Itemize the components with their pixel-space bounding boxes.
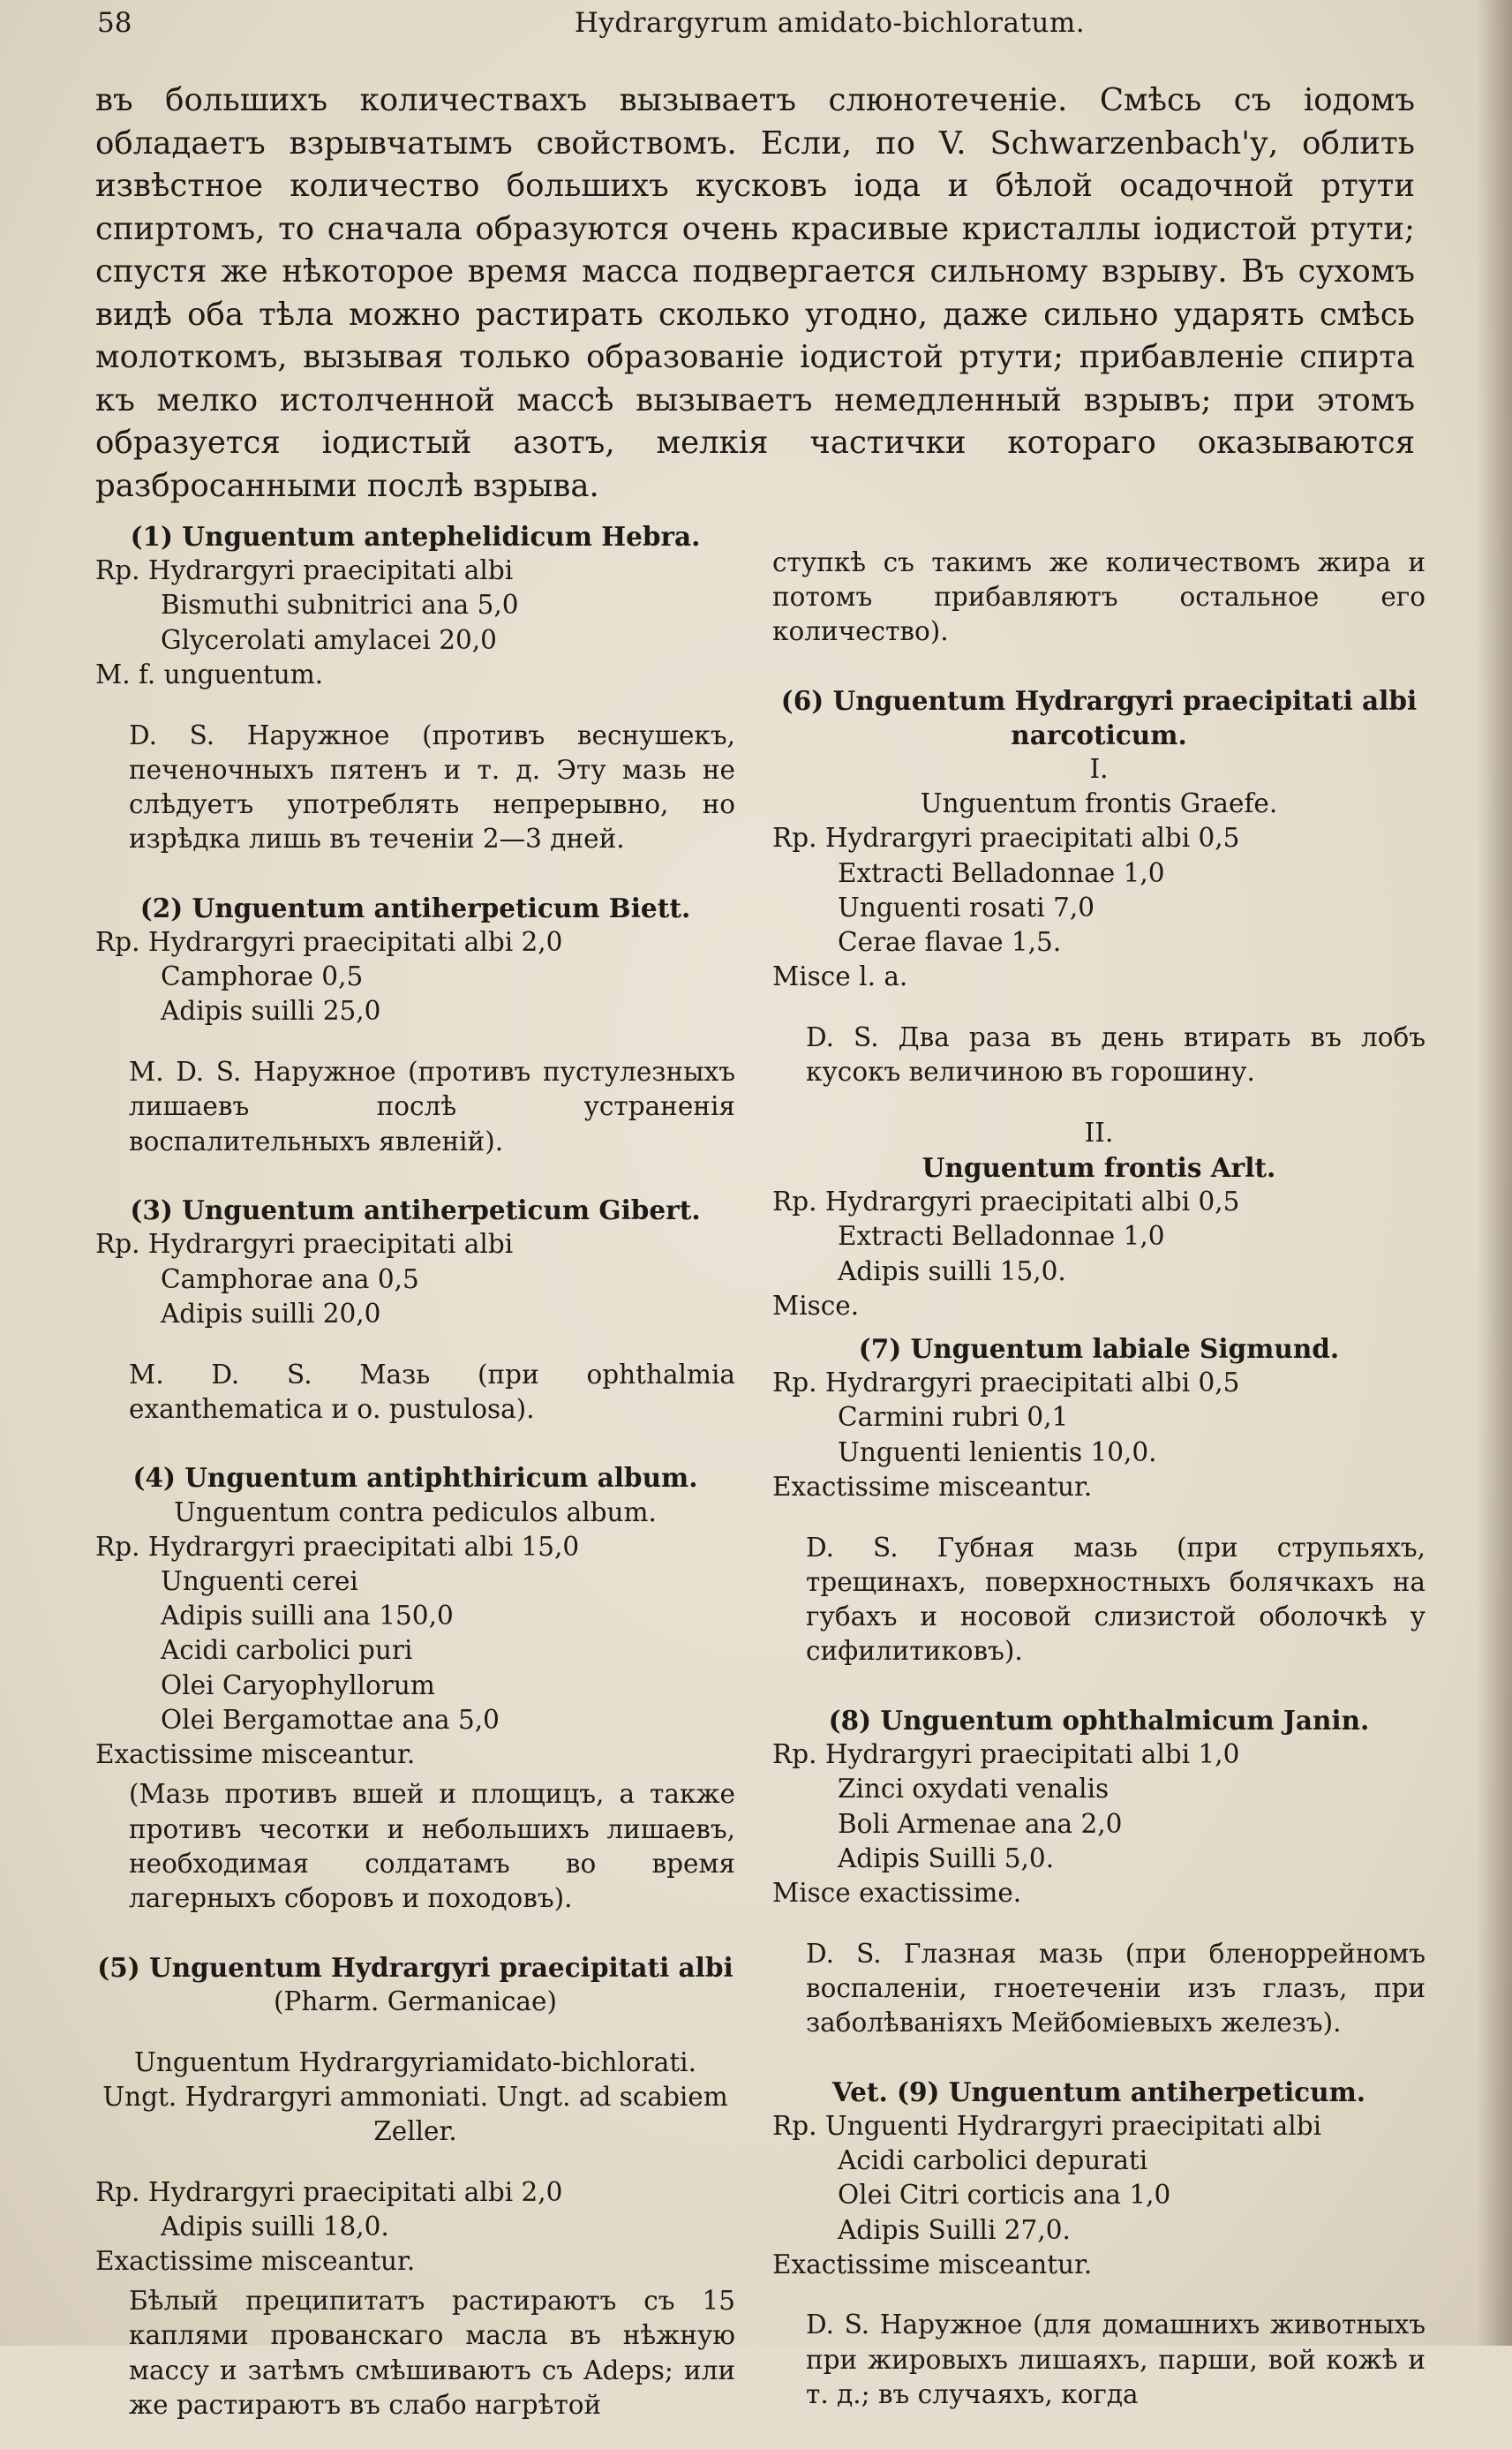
recipe-6-part1-ingredient: Extracti Belladonnae 1,0	[838, 857, 1165, 888]
page-number: 58	[97, 7, 132, 39]
recipe-7-ingredient: Unguenti lenientis 10,0.	[838, 1436, 1157, 1467]
recipe-3-usage: M. D. S. Мазь (при ophthalmia exanthematica и о. pustulosa).	[129, 1359, 735, 1424]
recipe-7-usage: D. S. Губная мазь (при струпьяхъ, трещинахъ, поверхностныхъ болячкахъ на губахъ и носовой слизистой оболочкѣ у сифилитиковъ).	[806, 1532, 1425, 1667]
recipe-4-ingredient: Olei Caryophyllorum	[161, 1669, 435, 1700]
recipe-1-instruction: M. f. unguentum.	[95, 659, 324, 689]
recipe-7-ingredient: Carmini rubri 0,1	[838, 1402, 1069, 1433]
recipe-8-ingredient: Zinci oxydati venalis	[838, 1774, 1110, 1805]
recipe-8-heading: (8) Unguentum ophthalmicum Janin.	[828, 1704, 1370, 1736]
recipe-5-note: Бѣлый преципитатъ растираютъ съ 15 каплями прованскаго масла въ нѣжную массу и затѣмъ смѣшиваютъ съ Adeps; или же растираютъ въ слабо нагрѣтой	[129, 2286, 735, 2420]
recipe-6-part2-instruction: Misce.	[772, 1290, 860, 1321]
recipe-1-ingredient: Glycerolati amylacei 20,0	[161, 624, 497, 655]
recipe-6-heading: (6) Unguentum Hydrargyri praecipitati albi narcoticum.	[780, 684, 1418, 750]
recipe-6-part2-title: Unguentum frontis Arlt.	[921, 1152, 1276, 1184]
recipe-9-ingredient: Olei Citri corticis ana 1,0	[838, 2180, 1171, 2211]
recipe-2-ingredient: Camphorae 0,5	[161, 961, 364, 992]
recipe-9-ingredient: Acidi carbolici depurati	[838, 2145, 1148, 2176]
recipe-9-usage: D. S. Наружное (для домашнихъ животныхъ при жировыхъ лишаяхъ, парши, вой кожѣ и т. д.; въ случаяхъ, когда	[806, 2310, 1425, 2409]
recipe-2-ingredient: Adipis suilli 25,0	[161, 996, 381, 1027]
recipe-4-instruction: Exactissime misceantur.	[95, 1739, 416, 1770]
recipe-4-subheading: Unguentum contra pediculos album.	[174, 1496, 657, 1527]
recipe-7-instruction: Exactissime misceantur.	[772, 1471, 1093, 1502]
recipe-5-ingredient: Adipis suilli 18,0.	[161, 2211, 389, 2242]
recipe-2-rp: Rp. Hydrargyri praecipitati albi 2,0	[95, 927, 563, 958]
recipe-4-rp: Rp. Hydrargyri praecipitati albi 15,0	[95, 1531, 580, 1562]
recipe-5-instruction: Exactissime misceantur.	[95, 2246, 416, 2277]
recipe-4-ingredient: Unguenti cerei	[161, 1566, 358, 1597]
page-edge-shadow	[1477, 0, 1512, 2346]
recipe-8-ingredient: Adipis Suilli 5,0.	[838, 1842, 1055, 1873]
recipe-8-instruction: Misce exactissime.	[772, 1877, 1022, 1908]
recipe-8-rp: Rp. Hydrargyri praecipitati albi 1,0	[772, 1739, 1240, 1770]
recipe-7-rp: Rp. Hydrargyri praecipitati albi 0,5	[772, 1368, 1240, 1398]
continuation-text: ступкѣ съ такимъ же количествомъ жира и потомъ прибавляютъ остальное его количество).	[772, 546, 1425, 646]
recipe-7-heading: (7) Unguentum labiale Sigmund.	[858, 1333, 1340, 1365]
recipe-6-part1-ingredient: Unguenti rosati 7,0	[838, 892, 1095, 923]
recipe-6-part1-ingredient: Cerae flavae 1,5.	[838, 927, 1062, 958]
recipe-5-pharmacopoeia: (Pharm. Germanicae)	[274, 1986, 557, 2016]
left-column	[95, 519, 735, 2449]
intro-paragraph: въ большихъ количествахъ вызываетъ слюнотеченіе. Смѣсь съ іодомъ обладаетъ взрывчатымъ свойствомъ. Если, по V. Schwarzenbach'у, облить извѣстное количество большихъ кусковъ іода и бѣлой осадочной ртути спиртомъ, то сначала образуются очень красивые кристаллы іодистой ртути; спустя же нѣкоторое время масса подвергается сильному взрыву. Въ сухомъ видѣ оба тѣла можно растирать сколько угодно, даже сильно ударять смѣсь молоткомъ, вызывая только образованіе іодистой ртути; прибавленіе спирта къ мелко истолченной массѣ вызываетъ немедленный взрывъ; при этомъ образуется іодистый азотъ, мелкія частички котораго оказываются разбросанными послѣ взрыва.	[95, 82, 1415, 504]
recipe-9-ingredient: Adipis Suilli 27,0.	[838, 2214, 1071, 2245]
recipe-8-ingredient: Boli Armenae ana 2,0	[838, 1808, 1123, 1839]
recipe-5-synonyms: Unguentum Hydrargyriamidato-bichlorati. Ungt. Hydrargyri ammoniati. Ungt. ad scabiem Zeller.	[102, 2046, 728, 2146]
recipe-5-rp: Rp. Hydrargyri praecipitati albi 2,0	[95, 2176, 563, 2207]
recipe-4-note: (Мазь противъ вшей и площицъ, а также противъ чесотки и небольшихъ лишаевъ, необходимая солдатамъ во время лагерныхъ сборовъ и походовъ).	[129, 1779, 735, 1913]
recipe-4-ingredient: Adipis suilli ana 150,0	[161, 1601, 454, 1631]
recipe-6-part2-numeral: II.	[1084, 1117, 1114, 1148]
right-column	[772, 519, 1425, 2438]
recipe-1-ingredient: Bismuthi subnitrici ana 5,0	[161, 590, 519, 621]
recipe-6-part1-rp: Rp. Hydrargyri praecipitati albi 0,5	[772, 823, 1240, 854]
recipe-1-rp: Rp. Hydrargyri praecipitati albi	[95, 555, 514, 586]
recipe-4-ingredient: Olei Bergamottae ana 5,0	[161, 1704, 500, 1735]
recipe-9-heading: Vet. (9) Unguentum antiherpeticum.	[831, 2076, 1366, 2107]
recipe-3-ingredient: Camphorae ana 0,5	[161, 1263, 419, 1294]
recipe-3-ingredient: Adipis suilli 20,0	[161, 1298, 381, 1329]
recipe-9-rp: Rp. Unguenti Hydrargyri praecipitati albi	[772, 2110, 1322, 2141]
recipe-6-part2-ingredient: Adipis suilli 15,0.	[838, 1255, 1066, 1286]
recipe-6-part2-rp: Rp. Hydrargyri praecipitati albi 0,5	[772, 1187, 1240, 1217]
recipe-2-usage: M. D. S. Наружное (противъ пустулезныхъ лишаевъ послѣ устраненія воспалительныхъ явленій).	[129, 1057, 735, 1157]
recipe-1-usage: D. S. Наружное (противъ веснушекъ, печеночныхъ пятенъ и т. д. Эту мазь не слѣдуетъ употреблять непрерывно, но изрѣдка лишь въ теченіи 2—3 дней.	[129, 720, 735, 855]
recipe-8-usage: D. S. Глазная мазь (при бленоррейномъ воспаленіи, гноетеченіи изъ глазъ, при заболѣваніяхъ Мейбоміевыхъ железъ).	[806, 1938, 1425, 2038]
recipe-2-heading: (2) Unguentum antiherpeticum Biett.	[139, 892, 691, 923]
recipe-4-heading: (4) Unguentum antiphthiricum album.	[132, 1462, 698, 1494]
recipe-6-part1-usage: D. S. Два раза въ день втирать въ лобъ кусокъ величиною въ горошину.	[806, 1021, 1425, 1088]
recipe-3-heading: (3) Unguentum antiherpeticum Gibert.	[130, 1194, 701, 1226]
recipe-6-part1-numeral: I.	[1089, 754, 1109, 785]
recipe-5-heading: (5) Unguentum Hydrargyri praecipitati albi	[97, 1951, 733, 1983]
recipe-4-ingredient: Acidi carbolici puri	[161, 1635, 413, 1666]
running-title: Hydrargyrum amidato-bichloratum.	[574, 7, 1086, 39]
recipe-6-part1-instruction: Misce l. a.	[772, 961, 908, 992]
recipe-1-heading: (1) Unguentum antephelidicum Hebra.	[130, 521, 701, 552]
recipe-6-part2-ingredient: Extracti Belladonnae 1,0	[838, 1221, 1165, 1252]
recipe-9-instruction: Exactissime misceantur.	[772, 2249, 1093, 2279]
recipe-6-part1-title: Unguentum frontis Graefe.	[920, 788, 1278, 819]
recipe-3-rp: Rp. Hydrargyri praecipitati albi	[95, 1229, 514, 1260]
page-header	[97, 7, 1421, 46]
